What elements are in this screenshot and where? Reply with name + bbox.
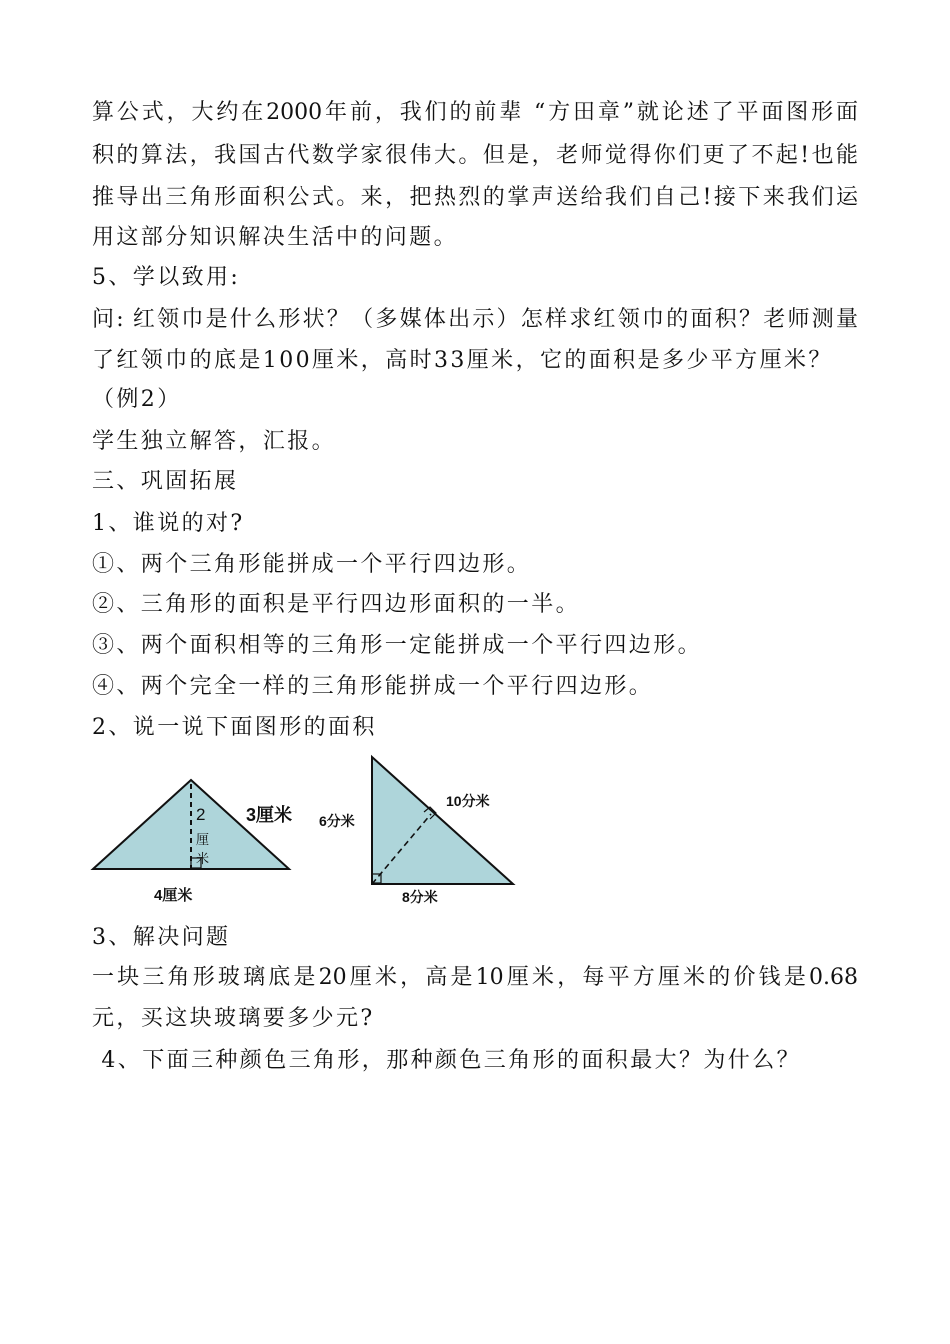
question-line-3: （例2）: [92, 387, 182, 412]
triangle-figures: [0, 740, 950, 920]
q2-title: 2、说一说下面图形的面积: [92, 715, 377, 740]
triangle-figure-1: [93, 780, 292, 904]
q4-line: 4、下面三种颜色三角形，那种颜色三角形的面积最大？为什么？: [92, 1048, 801, 1073]
q1-item-2: ②、三角形的面积是平行四边形面积的一半。: [92, 592, 581, 617]
intro-line-4: 用这部分知识解决生活中的问题。: [92, 225, 459, 250]
q3-line-1: 一块三角形玻璃底是20厘米，高是10厘米，每平方厘米的价钱是0.68: [92, 965, 858, 990]
question-line-2: 了红领巾的底是100厘米，高时33厘米，它的面积是多少平方厘米？: [92, 348, 833, 373]
triangle-2-base-label: 8分米: [402, 889, 438, 905]
q1-item-3: ③、两个面积相等的三角形一定能拼成一个平行四边形。: [92, 633, 703, 658]
intro-line-2: 积的算法，我国古代数学家很伟大。但是，老师觉得你们更了不起!也能: [92, 143, 858, 168]
triangle-1-base-label: 4厘米: [154, 887, 193, 904]
q3-line-2: 元，买这块玻璃要多少元?: [92, 1006, 375, 1031]
triangle-1-height-unit-1: 厘: [196, 832, 210, 847]
triangle-figure-2: [319, 757, 513, 905]
q1-item-4: ④、两个完全一样的三角形能拼成一个平行四边形。: [92, 674, 654, 699]
section5-title: 5、学以致用:: [92, 265, 241, 290]
question-line-1: 问: 红领巾是什么形状？（多媒体出示）怎样求红领巾的面积？老师测量: [92, 307, 858, 332]
intro-line-3: 推导出三角形面积公式。来，把热烈的掌声送给我们自己!接下来我们运: [92, 185, 858, 210]
q1-title: 1、谁说的对?: [92, 511, 245, 536]
part3-title: 三、巩固拓展: [92, 469, 239, 494]
triangle-2-hypotenuse-label: 10分米: [446, 793, 490, 809]
triangle-2-shape: [372, 757, 513, 884]
q1-item-1: ①、两个三角形能拼成一个平行四边形。: [92, 552, 532, 577]
student-line: 学生独立解答，汇报。: [92, 429, 337, 454]
triangle-1-height-number: 2: [196, 805, 206, 824]
triangle-1-height-unit-2: 米: [196, 851, 210, 866]
triangle-2-left-label: 6分米: [319, 813, 355, 829]
q3-title: 3、解决问题: [92, 925, 231, 950]
triangle-1-side-label: 3厘米: [246, 805, 293, 825]
intro-line-1: 算公式，大约在2000年前，我们的前辈 “方田章”就论述了平面图形面: [92, 100, 858, 125]
